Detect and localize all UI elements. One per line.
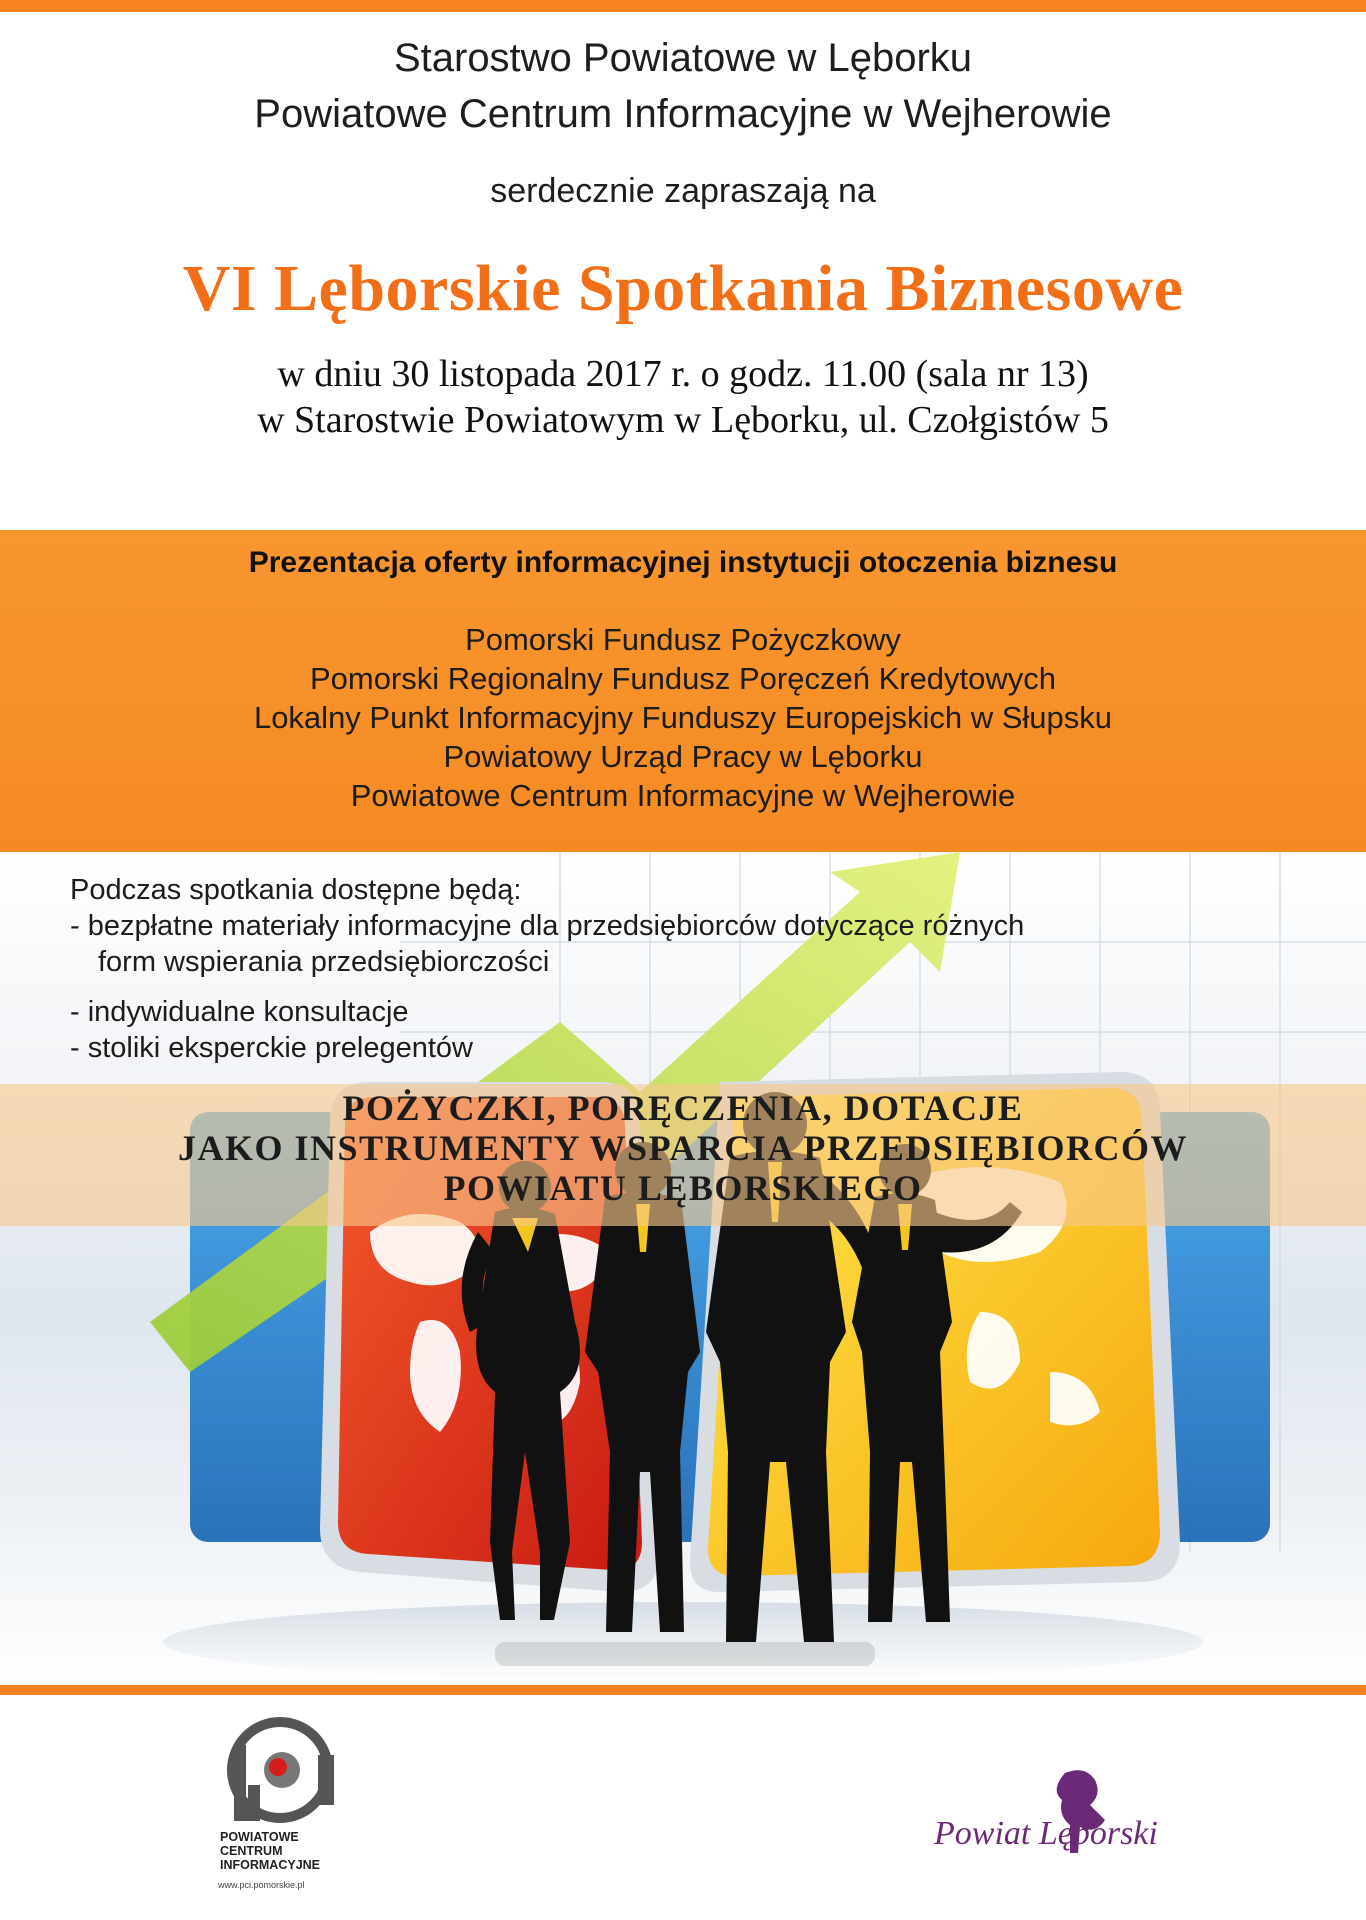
- band-heading: Prezentacja oferty informacyjnej instytucji otoczenia biznesu: [248, 546, 1118, 579]
- institution-item: Lokalny Punkt Informacyjny Funduszy Europejskich w Słupsku: [253, 700, 1113, 735]
- pci-logo-icon: [210, 1715, 350, 1825]
- institutions-band: [0, 530, 1366, 852]
- slogan-line-1: POŻYCZKI, PORĘCZENIA, DOTACJE: [342, 1088, 1024, 1128]
- slogan-line-2: JAKO INSTRUMENTY WSPARCIA PRZEDSIĘBIORCÓW: [178, 1128, 1188, 1168]
- pci-name-line: CENTRUM: [220, 1844, 283, 1858]
- top-accent-bar: [0, 0, 1366, 12]
- institution-item: Pomorski Regionalny Fundusz Poręczeń Kredytowych: [309, 661, 1057, 696]
- organizer-line-1: Starostwo Powiatowe w Lęborku: [393, 36, 973, 80]
- invitation-text: serdecznie zapraszają na: [490, 172, 876, 210]
- availability-section: [70, 872, 1024, 1066]
- bottom-accent-bar: [0, 1685, 1366, 1695]
- availability-item-continuation: form wspierania przedsiębiorczości: [98, 946, 550, 978]
- institution-item: Powiatowy Urząd Pracy w Lęborku: [443, 739, 923, 774]
- powiat-leborski-logo: Powiat Lęborski: [934, 1815, 1158, 1852]
- availability-item: - indywidualne konsultacje: [70, 996, 409, 1028]
- pci-name-line: INFORMACYJNE: [220, 1858, 321, 1872]
- event-date: w dniu 30 listopada 2017 r. o godz. 11.00 (sala nr 13): [277, 353, 1089, 395]
- slogan: [0, 1088, 1366, 1208]
- institutions-list: [0, 620, 1366, 815]
- availability-item: - bezpłatne materiały informacyjne dla przedsiębiorców dotyczące różnych: [70, 910, 1025, 942]
- pci-url: www.pci.pomorskie.pl: [218, 1880, 305, 1890]
- availability-item: - stoliki eksperckie prelegentów: [70, 1032, 473, 1064]
- poster-header: [0, 30, 1366, 443]
- institution-item: Pomorski Fundusz Pożyczkowy: [465, 622, 901, 657]
- institution-item: Powiatowe Centrum Informacyjne w Wejherowie: [350, 778, 1016, 813]
- availability-heading: Podczas spotkania dostępne będą:: [70, 874, 522, 906]
- event-title: VI Lęborskie Spotkania Biznesowe: [182, 252, 1184, 325]
- pci-name: [220, 1830, 320, 1872]
- organizer-line-2: Powiatowe Centrum Informacyjne w Wejherowie: [254, 92, 1112, 136]
- slogan-line-3: POWIATU LĘBORSKIEGO: [443, 1168, 923, 1208]
- pci-name-line: POWIATOWE: [220, 1830, 299, 1844]
- event-place: w Starostwie Powiatowym w Lęborku, ul. Czołgistów 5: [257, 399, 1109, 441]
